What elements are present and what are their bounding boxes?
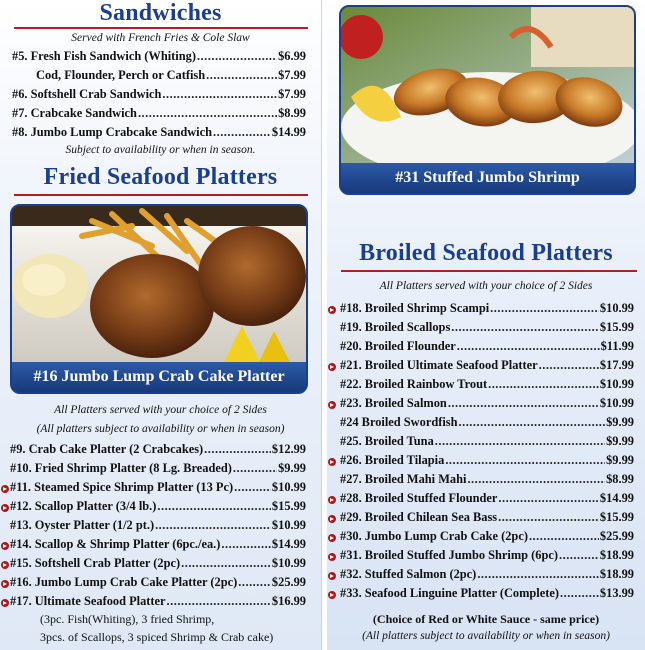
menu-item-name: #8. Jumbo Lump Crabcake Sandwich [12,125,213,139]
menu-item-price: $7.99 [278,68,306,82]
leader-dots [477,567,599,582]
menu-item-name: #19. Broiled Scallops [340,320,451,334]
featured-marker-icon [1,504,9,512]
featured-marker-icon [328,306,336,314]
menu-item-name: #26. Broiled Tilapia [340,453,445,467]
fried-note: (All platters subject to availability or when in season) [36,423,285,435]
featured-marker-icon [328,553,336,561]
menu-item-name: #13. Oyster Platter (1/2 pt.) [10,518,155,532]
leader-dots [529,529,599,544]
menu-item-name: #25. Broiled Tuna [340,434,434,448]
menu-item-price: $18.99 [599,567,634,581]
menu-item [340,548,634,566]
featured-marker-icon [1,542,9,550]
menu-item-name: #30. Jumbo Lump Crab Cake (2pc) [340,529,528,543]
leader-dots [167,594,271,609]
leader-dots [559,548,599,563]
menu-item-price: $10.99 [599,301,634,315]
fried-heading: Fried Seafood Platters [43,164,278,190]
menu-item-name: #9. Crab Cake Platter (2 Crabcakes) [10,442,204,456]
menu-item-price: $13.99 [599,586,634,600]
menu-item-price: $11.99 [600,339,634,353]
menu-item-name: #10. Fried Shrimp Platter (8 Lg. Breaded) [10,461,232,475]
menu-item-name: #21. Broiled Ultimate Seafood Platter [340,358,538,372]
leader-dots [157,499,271,514]
broiled-rule [341,270,637,272]
menu-item-price: $14.99 [271,125,306,139]
menu-item-price: $17.99 [599,358,634,372]
menu-item [10,499,306,517]
left-menu-panel [0,0,322,650]
leader-dots [206,68,277,83]
featured-marker-icon [328,591,336,599]
broiled-subtitle: All Platters served with your choice of 2 Sides [379,280,593,292]
sandwiches-heading: Sandwiches [99,0,222,26]
menu-item [36,68,306,86]
menu-item-name: #5. Fresh Fish Sandwich (Whiting) [12,49,196,63]
menu-item-name: #12. Scallop Platter (3/4 lb.) [10,499,157,513]
menu-item [340,472,634,490]
menu-item [10,461,306,479]
broiled-note: (All platters subject to availability or when in season) [362,630,610,642]
menu-item-name: #31. Broiled Stuffed Jumbo Shrimp (6pc) [340,548,559,562]
leader-dots [488,377,599,392]
stuffed-shrimp-caption: #31 Stuffed Jumbo Shrimp [341,163,634,193]
menu-item-price: $6.99 [278,49,306,63]
menu-item [340,567,634,585]
menu-item-name: #32. Stuffed Salmon (2pc) [340,567,477,581]
right-menu-panel [327,0,645,650]
menu-item [10,480,306,498]
leader-dots [162,87,277,102]
menu-item-name: #14. Scallop & Shrimp Platter (6pc./ea.) [10,537,221,551]
fried-rule [14,194,308,196]
menu-item-name: #27. Broiled Mahi Mahi [340,472,467,486]
menu-item-price: $14.99 [271,537,306,551]
featured-marker-icon [1,599,9,607]
menu-item-name: Cod, Flounder, Perch or Catfish [36,68,206,82]
sandwiches-rule [14,27,308,29]
featured-marker-icon [328,534,336,542]
leader-dots [155,518,271,533]
menu-item [10,575,306,593]
menu-item [10,518,306,536]
leader-dots [238,575,271,590]
menu-item-name: #17. Ultimate Seafood Platter [10,594,166,608]
menu-item-name: #29. Broiled Chilean Sea Bass [340,510,498,524]
menu-item-price: $14.99 [599,491,634,505]
leader-dots [138,106,277,121]
menu-item-name: #15. Softshell Crab Platter (2pc) [10,556,181,570]
menu-item-price: $9.99 [606,453,634,467]
menu-item-name: #16. Jumbo Lump Crab Cake Platter (2pc) [10,575,238,589]
menu-item [12,125,306,143]
leader-dots [181,556,271,571]
leader-dots [498,510,599,525]
crab-cake-image [12,206,308,366]
menu-item [340,434,634,452]
leader-dots [213,125,271,140]
menu-item-price: $15.99 [599,320,634,334]
menu-item [340,377,634,395]
fried-subtitle: All Platters served with your choice of 2 Sides [54,404,267,416]
leader-dots [204,442,271,457]
menu-item-price: $9.99 [606,434,634,448]
menu-item [10,594,306,612]
sandwiches-note: Subject to availability or when in season. [65,144,256,156]
leader-dots [448,396,599,411]
crab-cake-photo [10,204,308,394]
menu-item [12,106,306,124]
menu-item-name: #18. Broiled Shrimp Scampi [340,301,490,315]
menu-item-price: $15.99 [599,510,634,524]
menu-item-name: #22. Broiled Rainbow Trout [340,377,488,391]
featured-marker-icon [1,561,9,569]
ultimate-platter-detail-2: 3pcs. of Scallops, 3 spiced Shrimp & Crab cake) [40,630,274,644]
menu-item-price: $12.99 [271,442,306,456]
leader-dots [451,320,599,335]
leader-dots [560,586,599,601]
menu-item-name: #11. Steamed Spice Shrimp Platter (13 Pc) [10,480,234,494]
menu-item [340,586,634,604]
menu-item-price: $10.99 [271,480,306,494]
featured-marker-icon [328,401,336,409]
menu-item [12,49,306,67]
menu-item-price: $9.99 [278,461,306,475]
menu-item [340,415,634,433]
ultimate-platter-detail-1: (3pc. Fish(Whiting), 3 fried Shrimp, [40,612,215,626]
menu-item-price: $9.99 [606,415,634,429]
menu-item [340,301,634,319]
featured-marker-icon [1,580,9,588]
menu-item-name: #24 Broiled Swordfish [340,415,458,429]
menu-item [340,491,634,509]
menu-item-name: #6. Softshell Crab Sandwich [12,87,162,101]
leader-dots [435,434,605,449]
menu-item-price: $25.99 [599,529,634,543]
menu-item [10,537,306,555]
menu-item [340,510,634,528]
menu-item [340,358,634,376]
featured-marker-icon [328,572,336,580]
menu-item-name: #23. Broiled Salmon [340,396,447,410]
menu-item-price: $18.99 [599,548,634,562]
menu-item [340,396,634,414]
menu-item-price: $7.99 [278,87,306,101]
sauce-note: (Choice of Red or White Sauce - same price) [372,612,600,626]
menu-item [12,87,306,105]
menu-item-name: #7. Crabcake Sandwich [12,106,137,120]
featured-marker-icon [328,458,336,466]
leader-dots [457,339,600,354]
menu-item-name: #28. Broiled Stuffed Flounder [340,491,498,505]
leader-dots [459,415,606,430]
broiled-heading: Broiled Seafood Platters [359,240,613,266]
menu-item [340,529,634,547]
menu-item-price: $16.99 [271,594,306,608]
stuffed-shrimp-image [341,7,636,167]
menu-item-price: $10.99 [271,556,306,570]
menu-item-price: $8.99 [606,472,634,486]
leader-dots [221,537,271,552]
menu-item [10,442,306,460]
crab-cake-caption: #16 Jumbo Lump Crab Cake Platter [12,362,306,392]
featured-marker-icon [328,515,336,523]
menu-item-name: #33. Seafood Linguine Platter (Complete) [340,586,559,600]
leader-dots [490,301,599,316]
menu-item [10,556,306,574]
featured-marker-icon [328,496,336,504]
featured-marker-icon [1,485,9,493]
menu-item-price: $10.99 [599,377,634,391]
featured-marker-icon [328,363,336,371]
menu-item-price: $25.99 [271,575,306,589]
menu-item-price: $15.99 [271,499,306,513]
leader-dots [233,461,277,476]
menu-item-name: #20. Broiled Flounder [340,339,456,353]
menu-item-price: $10.99 [271,518,306,532]
menu-item-price: $8.99 [278,106,306,120]
menu-item [340,320,634,338]
menu-item [340,339,634,357]
leader-dots [498,491,599,506]
leader-dots [197,49,277,64]
leader-dots [234,480,271,495]
sandwiches-subtitle: Served with French Fries & Cole Slaw [71,32,250,44]
menu-item [340,453,634,471]
stuffed-shrimp-photo [339,5,636,195]
leader-dots [445,453,605,468]
leader-dots [467,472,605,487]
leader-dots [539,358,599,373]
menu-item-price: $10.99 [599,396,634,410]
